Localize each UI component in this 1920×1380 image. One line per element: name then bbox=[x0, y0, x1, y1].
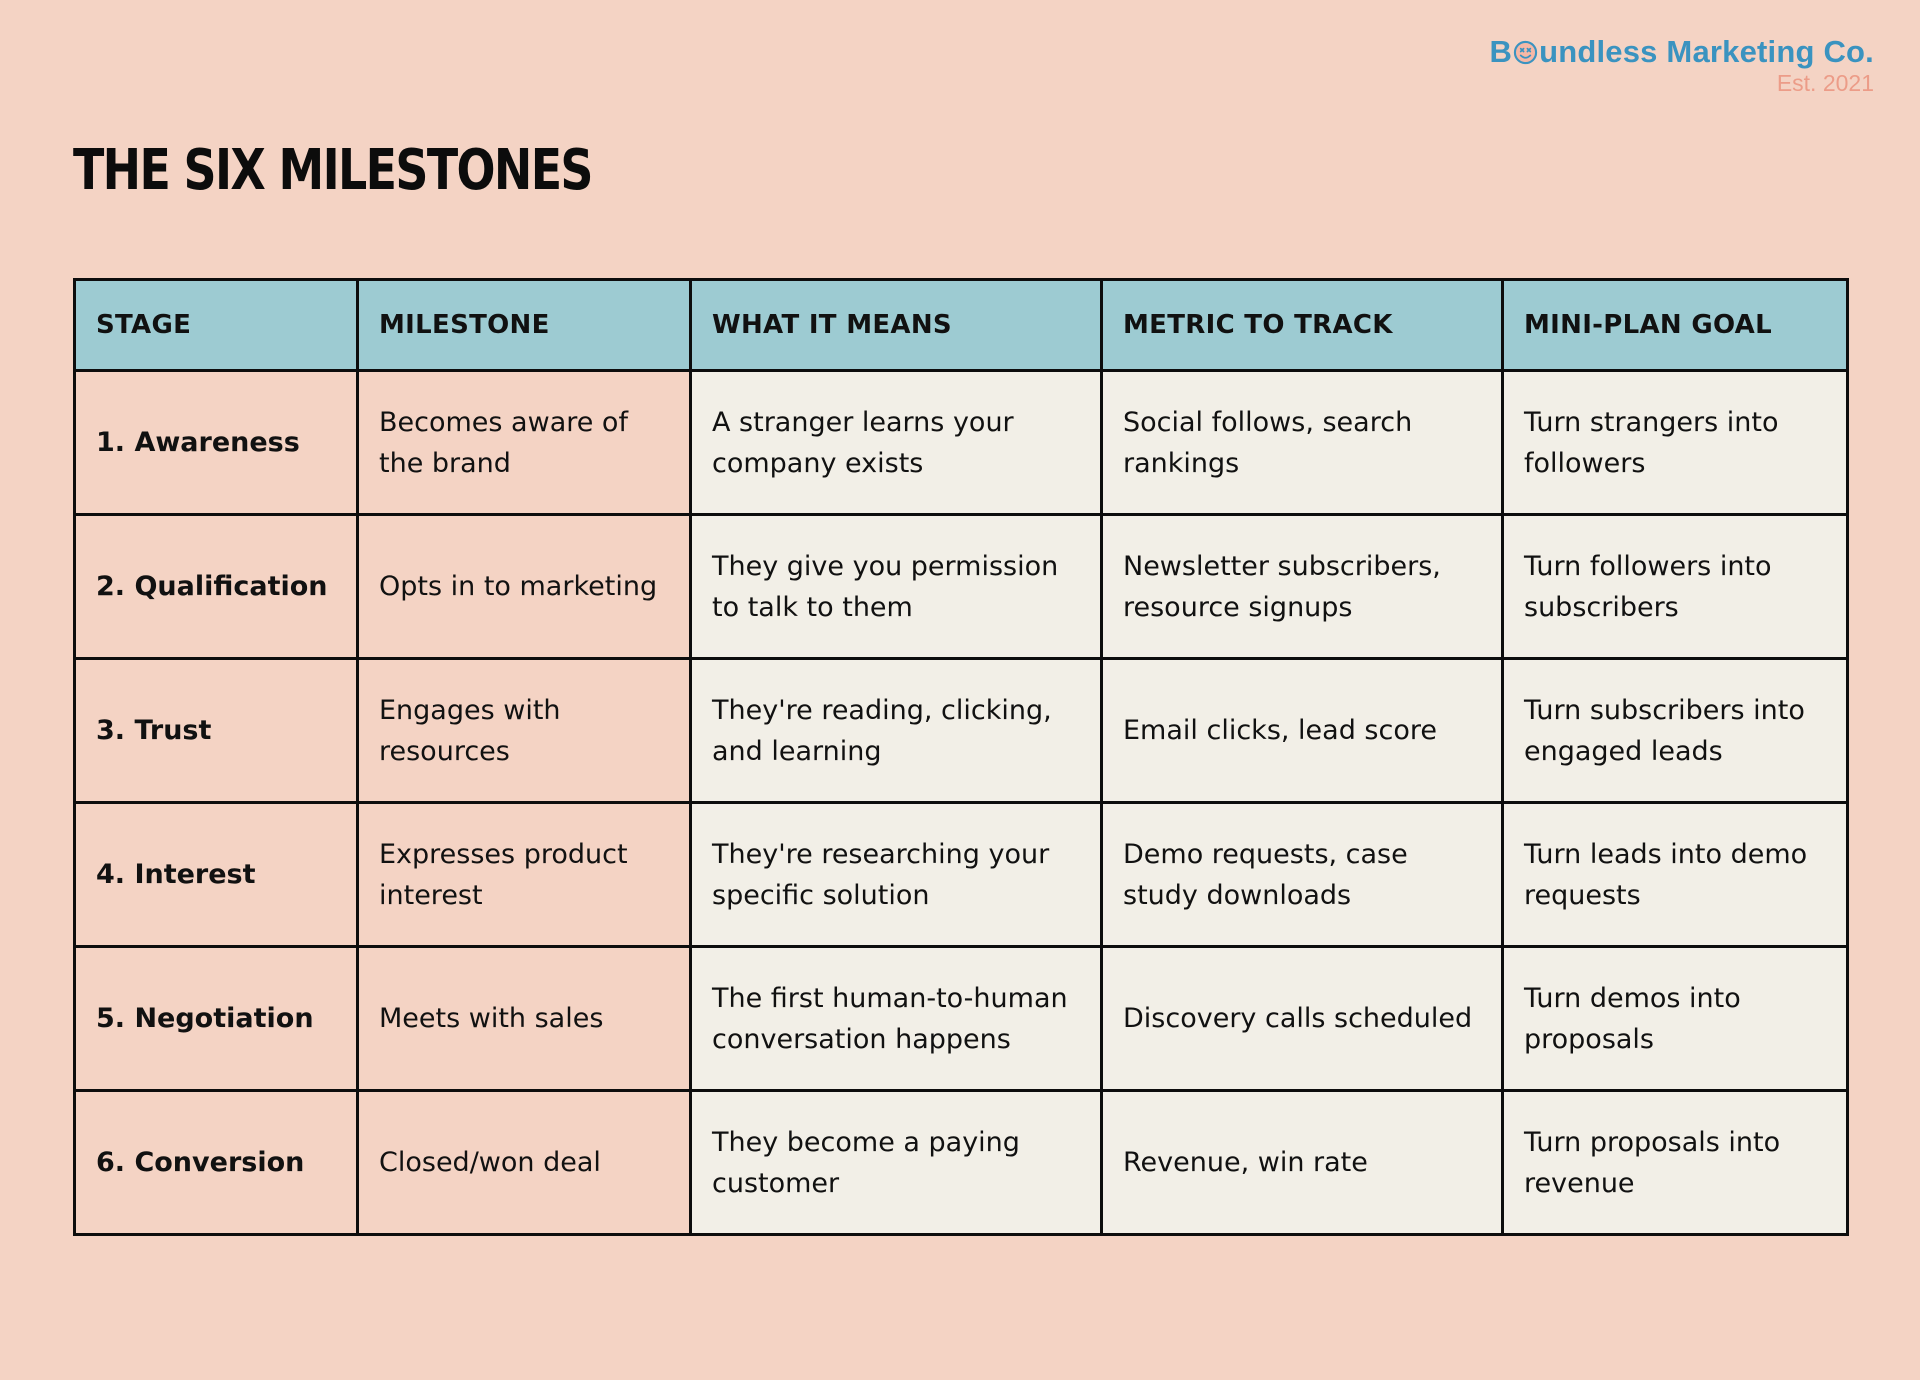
table-row bbox=[75, 947, 1848, 1091]
stage-cell: 5. Negotiation bbox=[75, 947, 358, 1091]
header-metric: METRIC TO TRACK bbox=[1102, 280, 1503, 371]
goal-cell: Turn followers into subscribers bbox=[1503, 515, 1848, 659]
table-row bbox=[75, 1091, 1848, 1235]
milestone-cell: Expresses product interest bbox=[358, 803, 691, 947]
metric-cell: Newsletter subscribers, resource signups bbox=[1102, 515, 1503, 659]
goal-cell: Turn proposals into revenue bbox=[1503, 1091, 1848, 1235]
smiley-logo-icon bbox=[1513, 40, 1538, 65]
header-stage: STAGE bbox=[75, 280, 358, 371]
milestone-cell: Becomes aware of the brand bbox=[358, 371, 691, 515]
milestone-cell: Engages with resources bbox=[358, 659, 691, 803]
goal-cell: Turn subscribers into engaged leads bbox=[1503, 659, 1848, 803]
stage-cell: 2. Qualification bbox=[75, 515, 358, 659]
goal-cell: Turn demos into proposals bbox=[1503, 947, 1848, 1091]
meaning-cell: They're researching your specific solution bbox=[691, 803, 1102, 947]
header-goal: MINI-PLAN GOAL bbox=[1503, 280, 1848, 371]
meaning-cell: They become a paying customer bbox=[691, 1091, 1102, 1235]
meaning-cell: A stranger learns your company exists bbox=[691, 371, 1102, 515]
stage-cell: 4. Interest bbox=[75, 803, 358, 947]
metric-cell: Demo requests, case study downloads bbox=[1102, 803, 1503, 947]
header-meaning: WHAT IT MEANS bbox=[691, 280, 1102, 371]
goal-cell: Turn leads into demo requests bbox=[1503, 803, 1848, 947]
milestone-cell: Opts in to marketing bbox=[358, 515, 691, 659]
brand-name-prefix: B bbox=[1489, 34, 1513, 69]
stage-cell: 1. Awareness bbox=[75, 371, 358, 515]
milestones-table bbox=[73, 278, 1849, 1236]
meaning-cell: The first human-to-human conversation happens bbox=[691, 947, 1102, 1091]
goal-cell: Turn strangers into followers bbox=[1503, 371, 1848, 515]
table-row bbox=[75, 803, 1848, 947]
milestone-cell: Closed/won deal bbox=[358, 1091, 691, 1235]
table-row bbox=[75, 515, 1848, 659]
metric-cell: Discovery calls scheduled bbox=[1102, 947, 1503, 1091]
metric-cell: Social follows, search rankings bbox=[1102, 371, 1503, 515]
brand-block bbox=[1489, 34, 1874, 97]
page-title: THE SIX MILESTONES bbox=[73, 138, 592, 203]
meaning-cell: They're reading, clicking, and learning bbox=[691, 659, 1102, 803]
metric-cell: Email clicks, lead score bbox=[1102, 659, 1503, 803]
brand-established: Est. 2021 bbox=[1776, 70, 1874, 96]
brand-name bbox=[1489, 34, 1874, 70]
table-row bbox=[75, 659, 1848, 803]
table-header-row bbox=[75, 280, 1848, 371]
stage-cell: 6. Conversion bbox=[75, 1091, 358, 1235]
brand-name-suffix: undless Marketing Co. bbox=[1539, 34, 1874, 69]
table-row bbox=[75, 371, 1848, 515]
stage-cell: 3. Trust bbox=[75, 659, 358, 803]
metric-cell: Revenue, win rate bbox=[1102, 1091, 1503, 1235]
milestone-cell: Meets with sales bbox=[358, 947, 691, 1091]
header-milestone: MILESTONE bbox=[358, 280, 691, 371]
meaning-cell: They give you permission to talk to them bbox=[691, 515, 1102, 659]
